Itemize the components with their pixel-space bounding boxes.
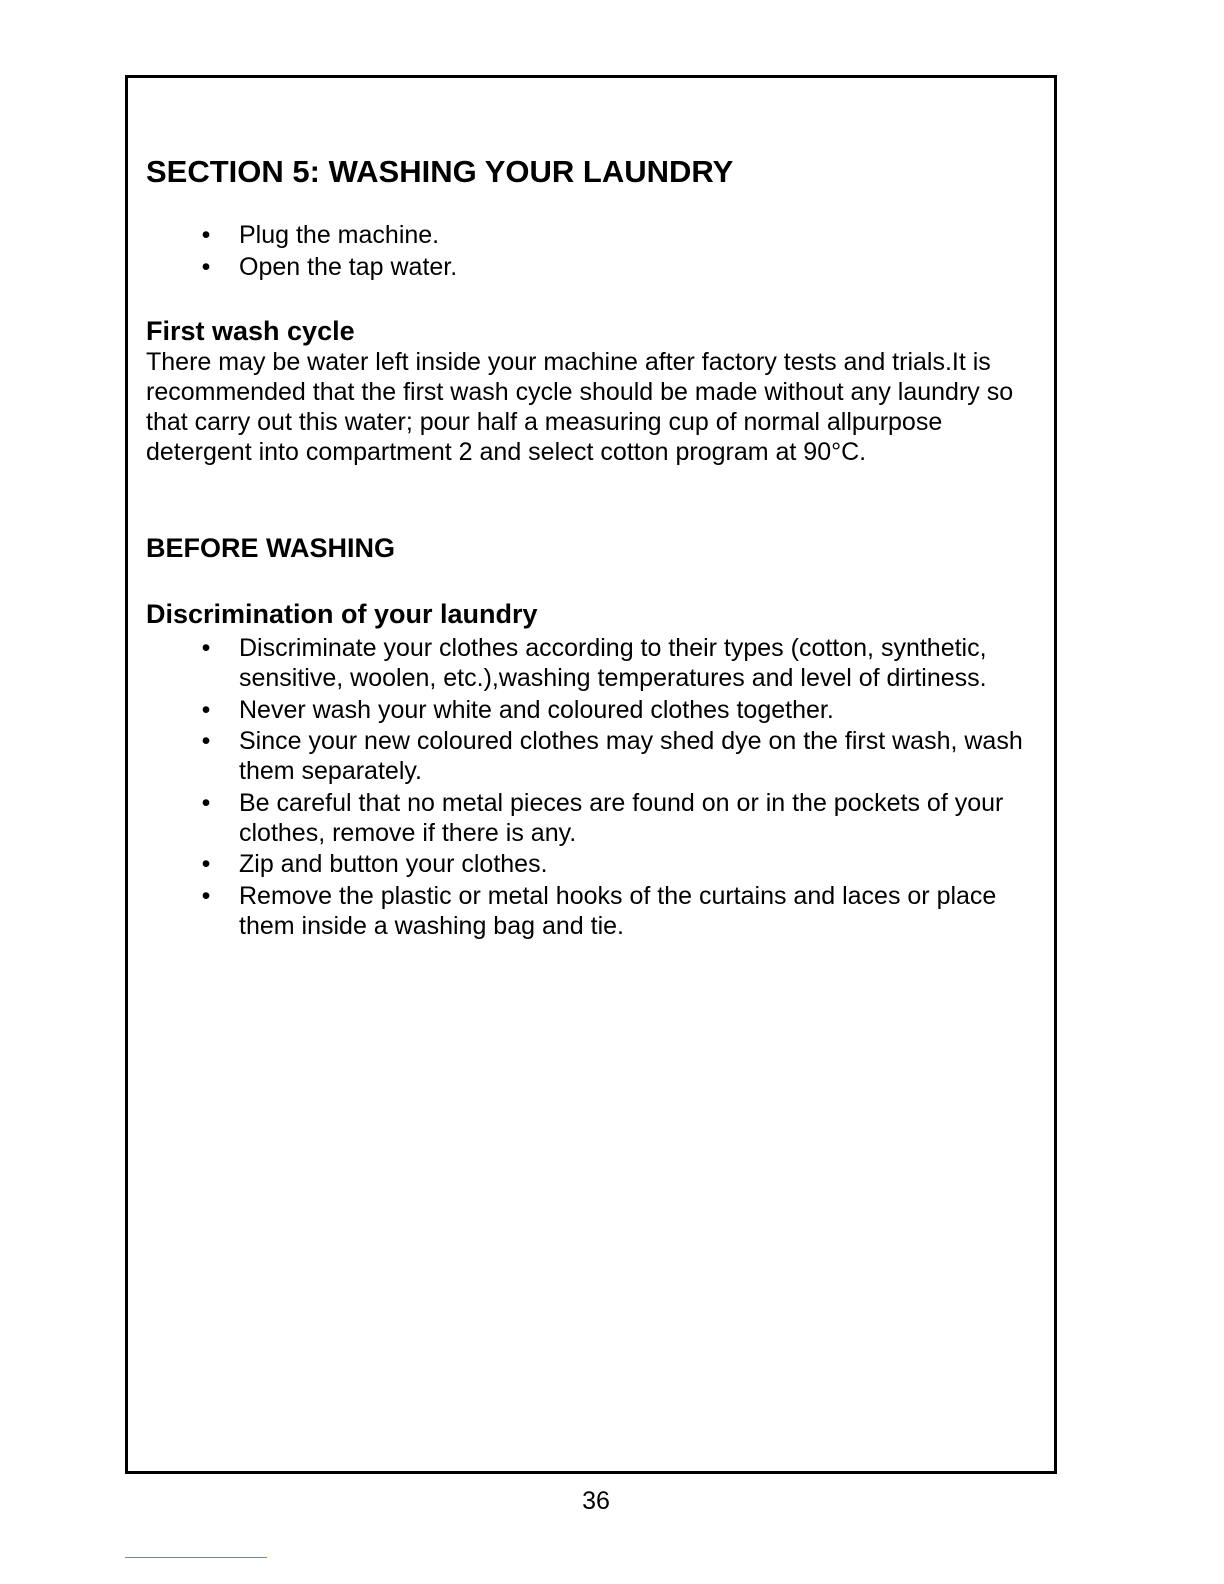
bullet-icon: • (201, 881, 211, 910)
list-item-text: Plug the machine. (239, 221, 440, 249)
list-item-text: Zip and button your clothes. (239, 850, 548, 878)
before-washing-heading: BEFORE WASHING (146, 533, 396, 563)
list-item-text: Remove the plastic or metal hooks of the curtains and laces or place them inside a washing bag and tie. (239, 881, 997, 940)
list-item (146, 220, 1046, 250)
bullet-icon: • (201, 788, 211, 817)
bullet-icon: • (201, 221, 211, 249)
list-item-text: Open the tap water. (239, 252, 458, 281)
list-item (146, 726, 1046, 786)
list-item (146, 881, 1046, 941)
bullet-icon: • (201, 634, 211, 662)
footer-rule (125, 1557, 267, 1558)
section-title: SECTION 5: WASHING YOUR LAUNDRY (146, 154, 734, 189)
list-item-text: Discriminate your clothes according to their types (cotton, synthetic, sensitive, woolen, etc.),washing temperatures and level of dirtiness. (239, 634, 987, 692)
discrimination-list (146, 633, 1046, 942)
list-item (146, 633, 1046, 693)
bullet-icon: • (201, 727, 211, 755)
list-item (146, 849, 1046, 879)
discrimination-heading: Discrimination of your laundry (146, 599, 538, 629)
first-wash-heading: First wash cycle (146, 316, 355, 346)
intro-steps-list (146, 220, 1046, 283)
page-number: 36 (582, 1487, 610, 1515)
list-item-text: Be careful that no metal pieces are found on or in the pockets of your clothes, remove if there is any. (239, 788, 1004, 847)
bullet-icon: • (201, 252, 211, 281)
list-item-text: Never wash your white and coloured clothes together. (239, 695, 834, 724)
bullet-icon: • (201, 695, 211, 724)
first-wash-paragraph: There may be water left inside your machine after factory tests and trials.It is recommended that the first wash cycle should be made without any laundry so that carry out this water; pour half a measuring cup of normal allpurpose detergent into compartment 2 and select cotton program at 90°C. (146, 348, 1014, 466)
list-item (146, 252, 1046, 282)
bullet-icon: • (201, 850, 211, 878)
list-item (146, 788, 1046, 848)
list-item (146, 695, 1046, 725)
list-item-text: Since your new coloured clothes may shed dye on the first wash, wash them separately. (239, 727, 1023, 785)
